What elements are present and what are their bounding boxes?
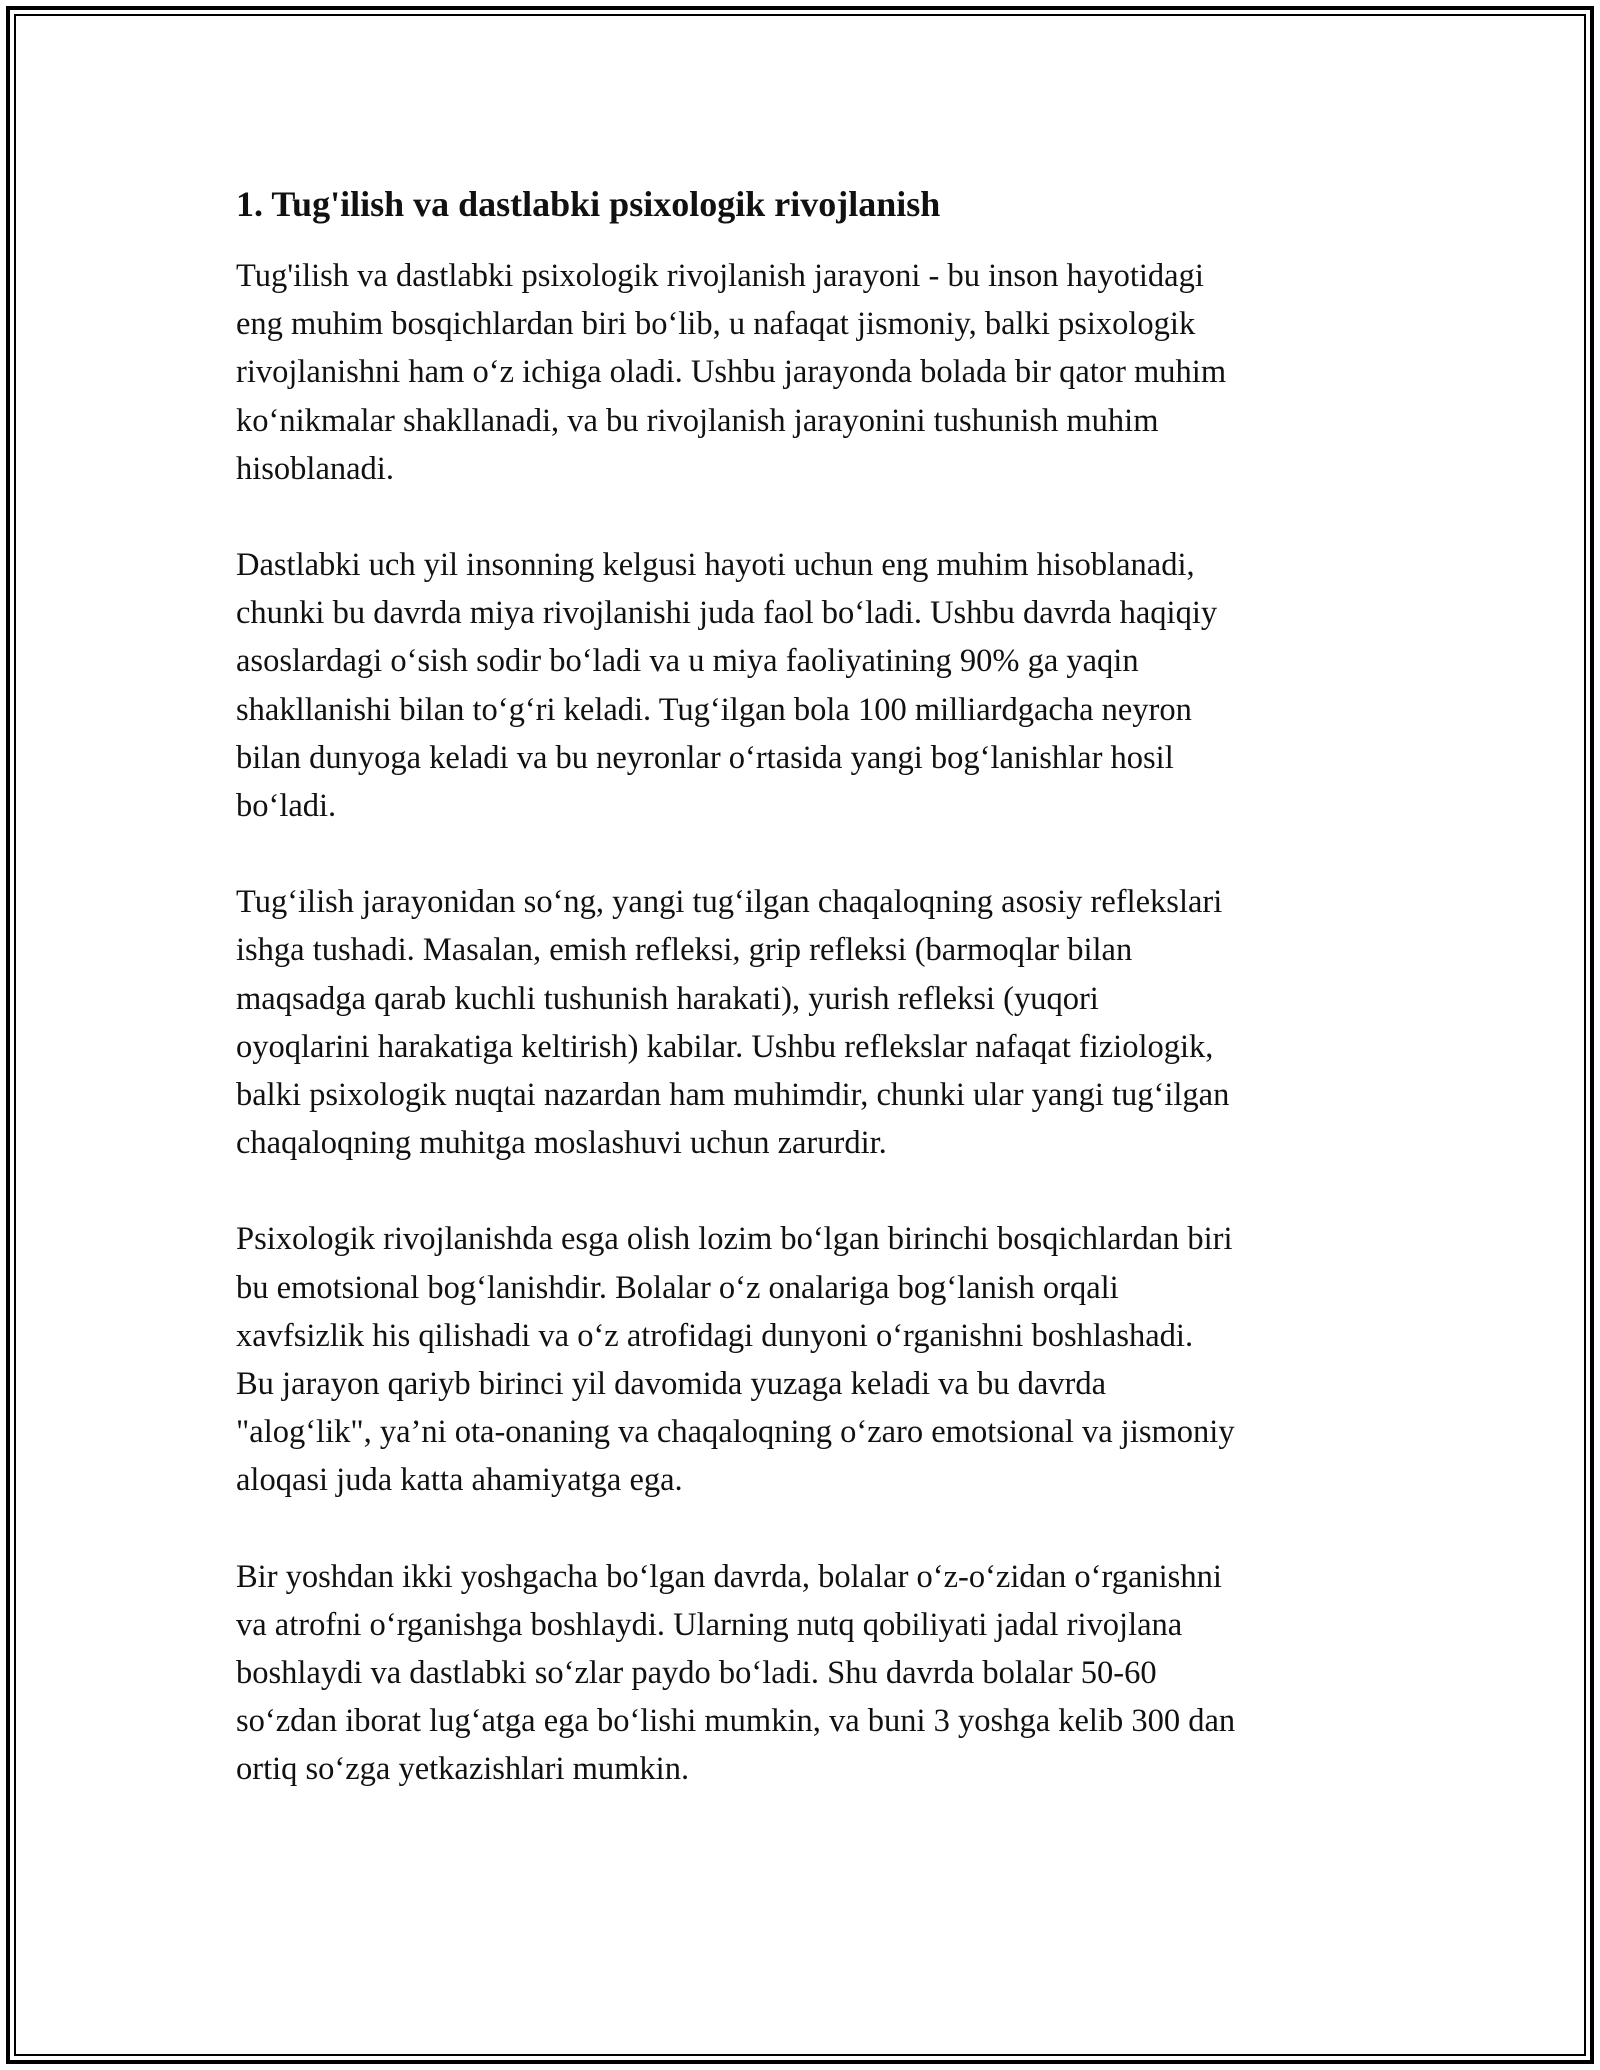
text-line: so‘zdan iborat lug‘atga ega bo‘lishi mumkin, va buni 3 yoshga kelib 300 dan [236, 1703, 1236, 1740]
text-line: ko‘nikmalar shakllanadi, va bu rivojlanish jarayonini tushunish muhim [236, 402, 1159, 439]
section-heading: 1. Tug'ilish va dastlabki psixologik rivojlanish [236, 184, 941, 224]
text-line: aloqasi juda katta ahamiyatga ega. [236, 1462, 683, 1499]
text-line: eng muhim bosqichlardan biri bo‘lib, u nafaqat jismoniy, balki psixologik [236, 306, 1196, 343]
document-body [236, 180, 1376, 1842]
text-line: maqsadga qarab kuchli tushunish harakati), yurish refleksi (yuqori [236, 980, 1099, 1017]
text-line: va atrofni o‘rganishga boshlaydi. Ularning nutq qobiliyati jadal rivojlana [236, 1606, 1183, 1643]
text-line: Tug‘ilish jarayonidan so‘ng, yangi tug‘ilgan chaqaloqning asosiy reflekslari [236, 884, 1223, 921]
text-line: hisoblanadi. [236, 450, 394, 487]
text-line: Psixologik rivojlanishda esga olish lozim bo‘lgan birinchi bosqichlardan biri [236, 1221, 1233, 1258]
text-line: bo‘ladi. [236, 788, 337, 825]
text-line: Tug'ilish va dastlabki psixologik rivojlanish jarayoni - bu inson hayotidagi [236, 258, 1204, 294]
text-line: Bir yoshdan ikki yoshgacha bo‘lgan davrda, bolalar o‘z-o‘zidan o‘rganishni [236, 1558, 1222, 1595]
paragraph-5 [236, 1553, 1376, 1794]
paragraph-1 [236, 252, 1376, 493]
text-line: xavfsizlik his qilishadi va o‘z atrofidagi dunyoni o‘rganishni boshlashadi. [236, 1317, 1194, 1354]
text-line: bilan dunyoga keladi va bu neyronlar o‘rtasida yangi bog‘lanishlar hosil [236, 739, 1174, 776]
text-line: boshlaydi va dastlabki so‘zlar paydo bo‘ladi. Shu davrda bolalar 50-60 [236, 1655, 1157, 1692]
text-line: shakllanishi bilan to‘g‘ri keladi. Tug‘ilgan bola 100 milliardgacha neyron [236, 691, 1192, 728]
text-line: balki psixologik nuqtai nazardan ham muhimdir, chunki ular yangi tug‘ilgan [236, 1077, 1230, 1114]
text-line: chaqaloqning muhitga moslashuvi uchun zarurdir. [236, 1125, 887, 1162]
text-line: ortiq so‘zga yetkazishlari mumkin. [236, 1751, 690, 1788]
text-line: bu emotsional bog‘lanishdir. Bolalar o‘z onalariga bog‘lanish orqali [236, 1269, 1119, 1306]
paragraph-4 [236, 1215, 1376, 1504]
text-line: "alog‘lik", ya’ni ota-onaning va chaqaloqning o‘zaro emotsional va jismoniy [236, 1414, 1235, 1451]
text-line: ishga tushadi. Masalan, emish refleksi, grip refleksi (barmoqlar bilan [236, 932, 1133, 969]
text-line: oyoqlarini harakatiga keltirish) kabilar. Ushbu reflekslar nafaqat fiziologik, [236, 1028, 1214, 1065]
paragraph-3 [236, 878, 1376, 1167]
text-line: chunki bu davrda miya rivojlanishi juda faol bo‘ladi. Ushbu davrda haqiqiy [236, 595, 1218, 632]
text-line: rivojlanishni ham o‘z ichiga oladi. Ushbu jarayonda bolada bir qator muhim [236, 354, 1227, 391]
text-line: Dastlabki uch yil insonning kelgusi hayoti uchun eng muhim hisoblanadi, [236, 547, 1195, 584]
text-line: Bu jarayon qariyb birinci yil davomida yuzaga keladi va bu davrda [236, 1366, 1106, 1403]
text-line: asoslardagi o‘sish sodir bo‘ladi va u miya faoliyatining 90% ga yaqin [236, 643, 1139, 680]
paragraph-2 [236, 541, 1376, 830]
